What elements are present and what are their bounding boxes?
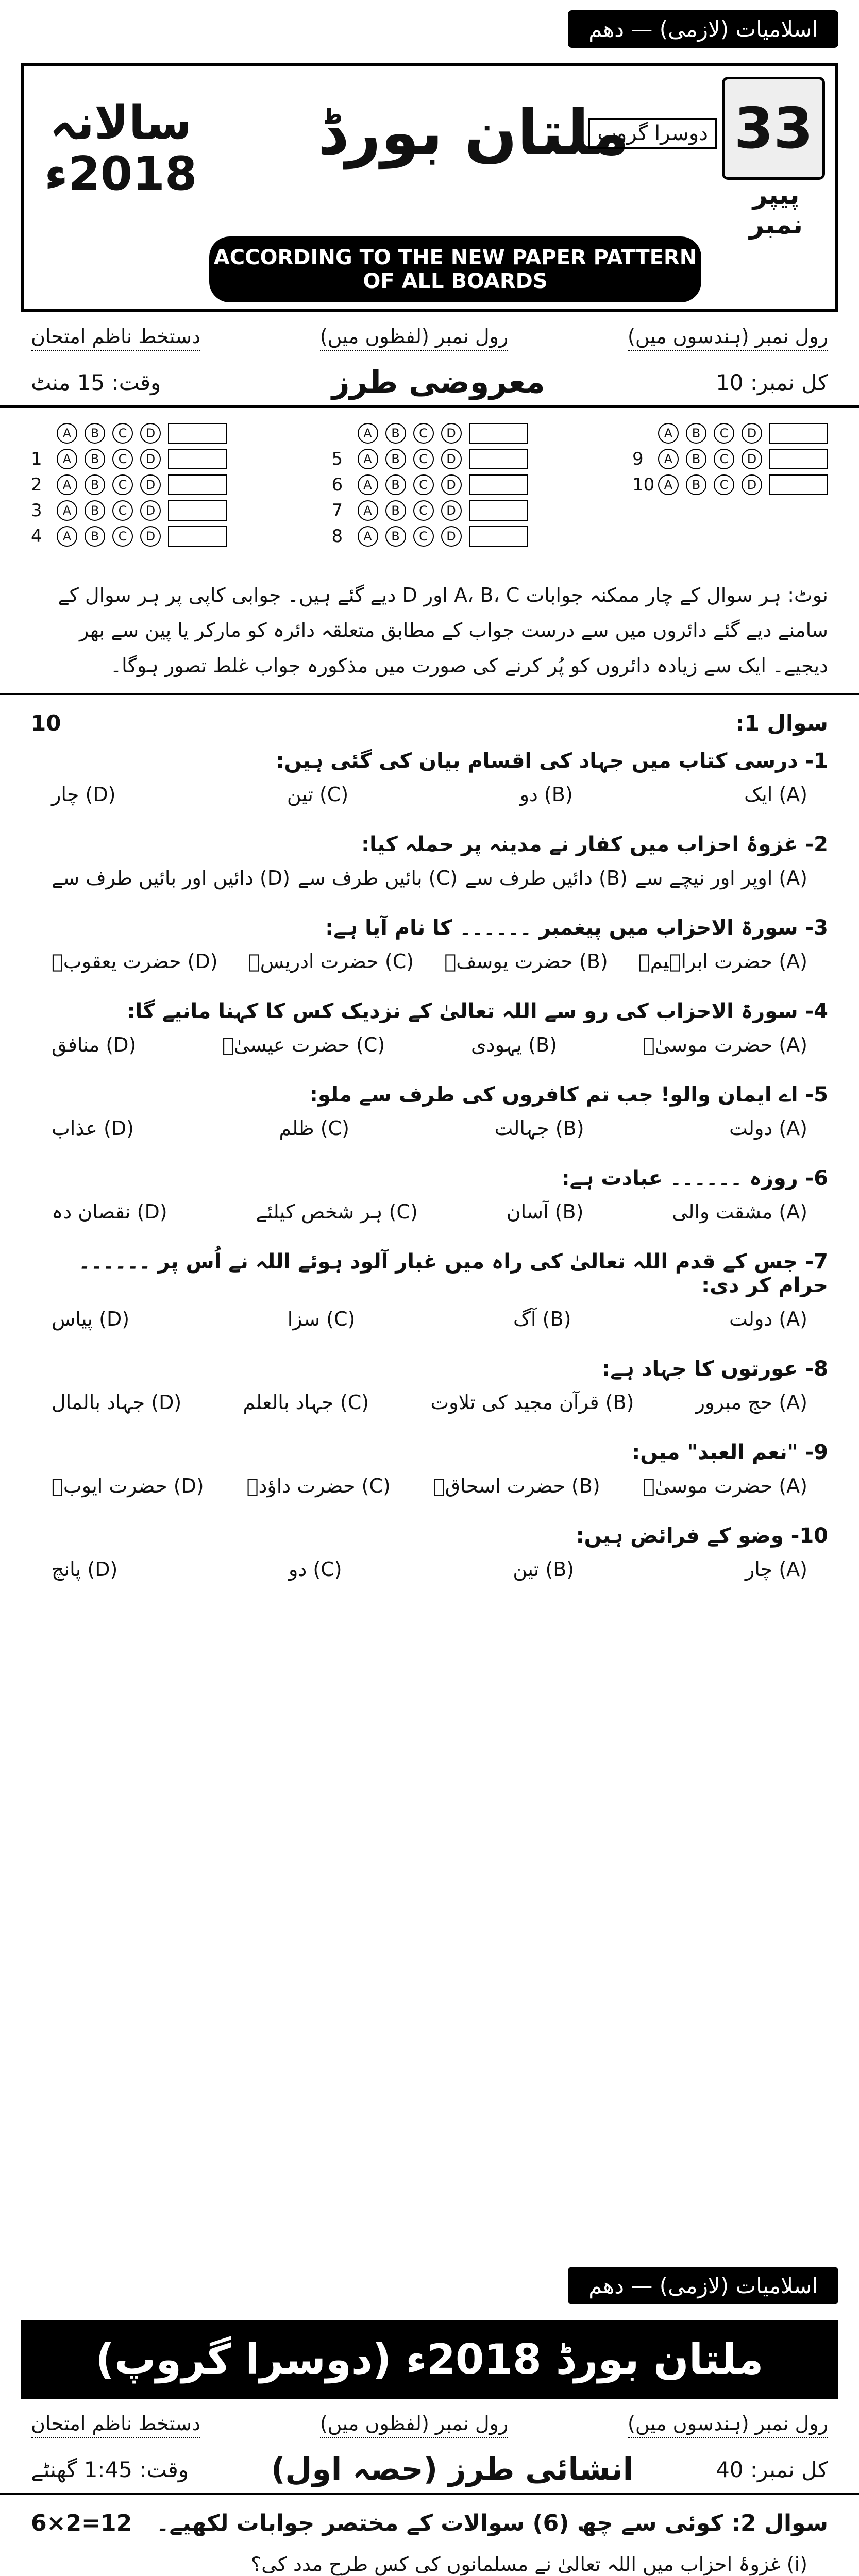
mcq-option[interactable]: (A) ایک (744, 783, 807, 806)
q2-block (0, 2495, 859, 2576)
mcq-stem: 4- سورۃ الاحزاب کی رو سے اللہ تعالیٰ کے نزدیک کس کا کہنا مانیے گا: (127, 999, 828, 1024)
q2-items (31, 2547, 828, 2576)
mcq-option[interactable]: (D) حضرت ایوبؑ (52, 1475, 204, 1498)
mcq-question (0, 1075, 859, 1158)
subjective-page (0, 2257, 859, 2576)
mcq-stem: 8- عورتوں کا جہاد ہے: (602, 1357, 828, 1381)
mcq-option[interactable]: (D) پیاس (52, 1308, 130, 1331)
mcq-stem: 1- درسی کتاب میں جہاد کی اقسام بیان کی گئی ہیں: (276, 749, 828, 773)
mcq-stem: 10- وضو کے فرائض ہیں: (576, 1524, 828, 1548)
mcq-option[interactable]: (D) دائیں اور بائیں طرف سے (52, 867, 290, 890)
subject-tag-2: اسلامیات (لازمی) — دھم (568, 2267, 838, 2304)
mcq-list (0, 741, 859, 1599)
bubble-group-1: A B C D 1 A B C D 2 A B C D 3 A B C D 4 A B C D (31, 423, 227, 552)
roll-digits-field[interactable]: رول نمبر (ہندسوں میں) (628, 325, 828, 351)
paper-banner (21, 63, 838, 312)
mcq-stem: 5- اے ایمان والو! جب تم کافروں کی طرف سے ملو: (309, 1083, 828, 1107)
paper-word: پیپر نمبر (749, 180, 803, 240)
mcq-question (0, 824, 859, 908)
mcq-option[interactable]: (D) منافق (52, 1033, 137, 1057)
subjective-time: وقت: 1:45 گھنٹے (31, 2456, 189, 2482)
q1-marks: 10 (31, 710, 61, 736)
mcq-options (31, 1558, 828, 1591)
answer-bubbles (0, 408, 859, 567)
mcq-stem: 2- غزوۂ احزاب میں کفار نے مدینہ پر حملہ کیا: (361, 833, 828, 857)
mcq-options (31, 950, 828, 983)
mcq-option[interactable]: (D) عذاب (52, 1117, 134, 1140)
mcq-option[interactable]: (B) قرآن مجید کی تلاوت (430, 1391, 634, 1414)
mcq-option[interactable]: (D) نقصان دہ (52, 1200, 167, 1224)
mcq-options (31, 867, 828, 900)
mcq-option[interactable]: (B) جہالت (494, 1117, 584, 1140)
mcq-option[interactable]: (B) تین (513, 1558, 575, 1581)
mcq-option[interactable]: (C) دو (289, 1558, 342, 1581)
mcq-options (31, 1200, 828, 1233)
mcq-option[interactable]: (D) جہاد بالمال (52, 1391, 182, 1414)
mcq-option[interactable]: (B) آسان (506, 1200, 584, 1224)
objective-titlebar (0, 359, 859, 408)
mcq-option[interactable]: (A) حضرت ابراہیمؑ (638, 950, 807, 973)
mcq-option[interactable]: (C) جہاد بالعلم (243, 1391, 369, 1414)
mcq-option[interactable]: (C) حضرت ادریسؑ (248, 950, 414, 973)
subjective-total-marks: کل نمبر: 40 (716, 2456, 828, 2482)
mcq-option[interactable]: (C) تین (287, 783, 349, 806)
q2-head: سوال 2: کوئی سے چھ (6) سوالات کے مختصر جوابات لکھیے۔ (156, 2510, 828, 2536)
question-item: (i) غزوۂ احزاب میں اللہ تعالیٰ نے مسلمانوں کی کس طرح مدد کی؟ (31, 2547, 828, 2576)
header-strip (0, 0, 859, 58)
group-label: دوسرا گروپ (588, 118, 717, 149)
mcq-option[interactable]: (B) حضرت اسحاقؑ (433, 1475, 600, 1498)
mcq-option[interactable]: (D) چار (52, 783, 116, 806)
mcq-option[interactable]: (B) آگ (513, 1308, 571, 1331)
mcq-option[interactable]: (A) حضرت موسیٰؑ (643, 1475, 807, 1498)
objective-total-marks: کل نمبر: 10 (716, 369, 828, 395)
pattern-label: ACCORDING TO THE NEW PAPER PATTERN OF ALL BOARDS (209, 236, 701, 302)
q2-marks: 6×2=12 (31, 2510, 132, 2536)
candidate-row (0, 317, 859, 359)
roll-words-field-2[interactable]: رول نمبر (لفظوں میں) (320, 2412, 508, 2438)
mcq-option[interactable]: (C) سزا (287, 1308, 356, 1331)
mcq-option[interactable]: (B) دو (519, 783, 573, 806)
mcq-question (0, 1432, 859, 1516)
mcq-options (31, 1117, 828, 1150)
mcq-question (0, 1158, 859, 1242)
mcq-question (0, 1349, 859, 1432)
mcq-option[interactable]: (C) حضرت عیسیٰؑ (222, 1033, 385, 1057)
mcq-options (31, 1033, 828, 1066)
mcq-option[interactable]: (A) دولت (729, 1308, 807, 1331)
q1-label: سوال 1: (735, 710, 828, 736)
mcq-question (0, 908, 859, 991)
candidate-row-2 (0, 2404, 859, 2446)
year-block (44, 97, 197, 199)
mcq-option[interactable]: (C) ہر شخص کیلئے (256, 1200, 418, 1224)
mcq-stem: 7- جس کے قدم اللہ تعالیٰ کی راہ میں غبار آلود ہوئے اللہ نے اُس پر ۔۔۔۔۔۔ حرام کر دی: (78, 1250, 828, 1298)
subjective-title: انشائی طرز (حصہ اول) (271, 2451, 634, 2487)
mcq-option[interactable]: (A) دولت (729, 1117, 807, 1140)
mcq-option[interactable]: (C) حضرت داؤدؑ (246, 1475, 391, 1498)
bubble-group-3: A B C D 9 A B C D 10 A B C D (632, 423, 828, 552)
mcq-option[interactable]: (A) حضرت موسیٰؑ (643, 1033, 807, 1057)
subjective-banner: ملتان بورڈ 2018ء (دوسرا گروپ) (21, 2320, 838, 2399)
mcq-option[interactable]: (C) بائیں طرف سے (297, 867, 458, 890)
board-title: ملتان بورڈ (317, 97, 629, 169)
mcq-options (31, 783, 828, 816)
objective-title: معروضی طرز (331, 364, 545, 400)
mcq-options (31, 1475, 828, 1507)
q1-head (0, 695, 859, 741)
paper-number: 33 (722, 77, 825, 180)
year-line1: سالانہ (49, 96, 192, 150)
mcq-option[interactable]: (A) چار (745, 1558, 807, 1581)
bubble-group-2: A B C D 5 A B C D 6 A B C D 7 A B C D 8 A B C D (332, 423, 528, 552)
mcq-question (0, 741, 859, 824)
signature-field-2[interactable]: دستخط ناظم امتحان (31, 2412, 200, 2438)
signature-field[interactable]: دستخط ناظم امتحان (31, 325, 200, 351)
mcq-option[interactable]: (B) دائیں طرف سے (465, 867, 628, 890)
mcq-option[interactable]: (A) حج مبرور (695, 1391, 807, 1414)
mcq-stem: 6- روزہ ۔۔۔۔۔۔ عبادت ہے: (561, 1166, 828, 1191)
mcq-stem: 3- سورۃ الاحزاب میں پیغمبر ۔۔۔۔۔۔ کا نام آیا ہے: (325, 916, 828, 940)
header-strip-2 (0, 2257, 859, 2315)
subject-tag: اسلامیات (لازمی) — دھم (568, 10, 838, 48)
mcq-option[interactable]: (D) پانچ (52, 1558, 118, 1581)
subjective-titlebar (0, 2446, 859, 2495)
mcq-options (31, 1308, 828, 1341)
roll-digits-field-2[interactable]: رول نمبر (ہندسوں میں) (628, 2412, 828, 2438)
mcq-options (31, 1391, 828, 1424)
roll-words-field[interactable]: رول نمبر (لفظوں میں) (320, 325, 508, 351)
instructions-note: نوٹ: ہر سوال کے چار ممکنہ جوابات A، B، C اور D دیے گئے ہیں۔ جوابی کاپی پر ہر سوال کے سامنے دیے گئے دائروں میں سے درست جواب کے مطابق متعلقہ دائرہ کو مارکر یا پین سے بھر دیجیے۔ ایک سے زیادہ دائروں کو پُر کرنے کی صورت میں مذکورہ جواب غلط تصور ہوگا۔ (0, 567, 859, 695)
mcq-option[interactable]: (D) حضرت یعقوبؑ (52, 950, 218, 973)
mcq-option[interactable]: (A) مشقت والی (672, 1200, 807, 1224)
objective-time: وقت: 15 منٹ (31, 369, 161, 395)
mcq-question (0, 1516, 859, 1599)
mcq-option[interactable]: (A) اوپر اور نیچے سے (635, 867, 807, 890)
year-line2: 2018ء (44, 147, 197, 201)
mcq-question (0, 991, 859, 1075)
mcq-option[interactable]: (B) حضرت یوسفؑ (444, 950, 608, 973)
mcq-option[interactable]: (B) یہودی (470, 1033, 557, 1057)
mcq-option[interactable]: (C) ظلم (279, 1117, 349, 1140)
mcq-stem: 9- "نعم العبد" میں: (632, 1440, 828, 1465)
mcq-question (0, 1242, 859, 1349)
